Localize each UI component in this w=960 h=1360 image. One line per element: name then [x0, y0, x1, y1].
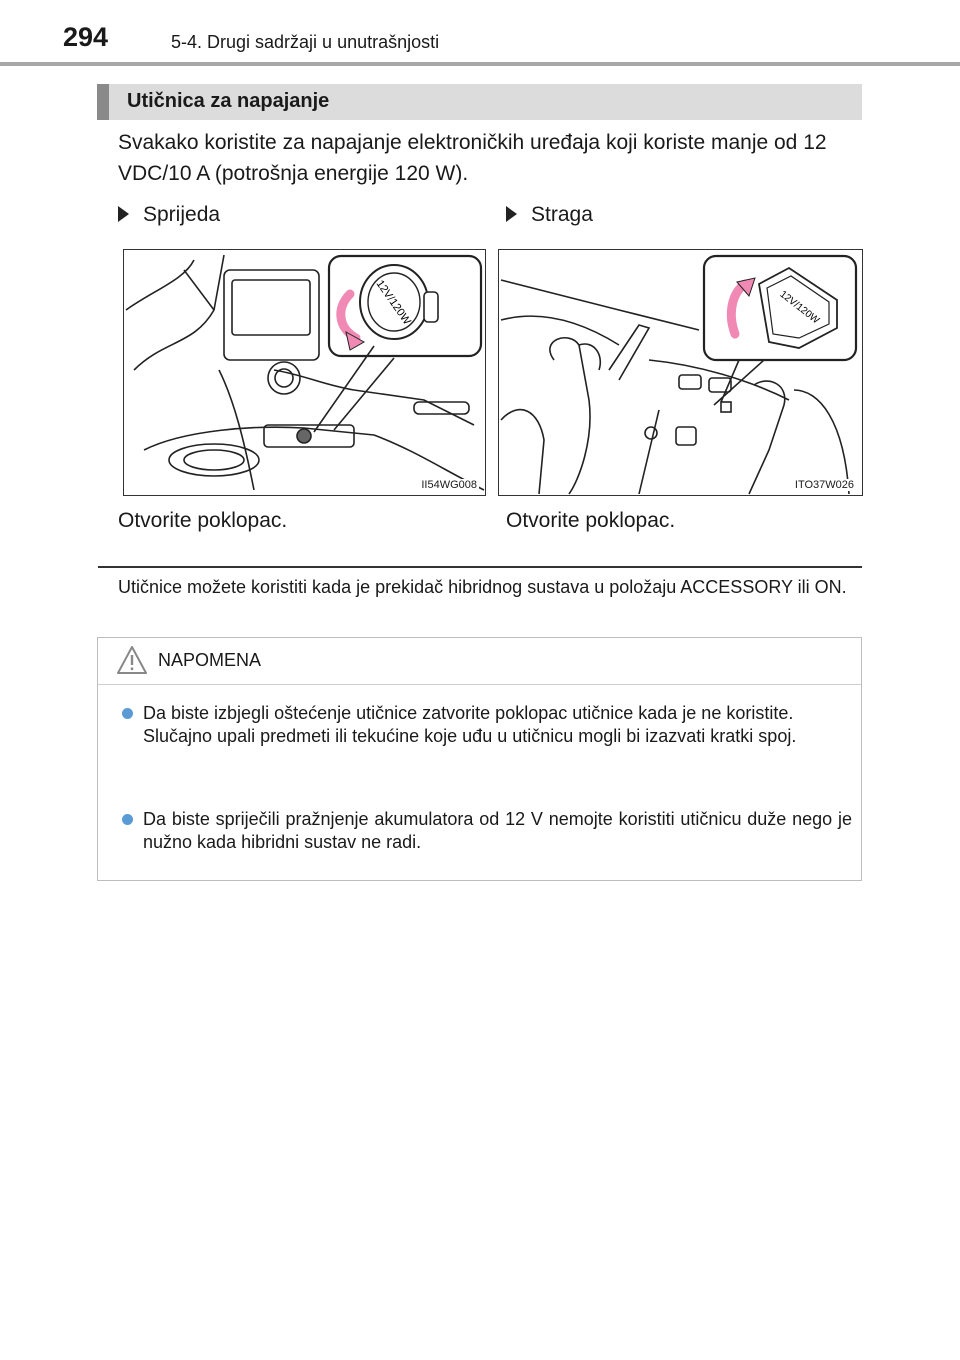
page-number: 294 [63, 22, 109, 52]
notice-item [122, 808, 852, 854]
triangle-bullet-icon [118, 206, 129, 222]
caption-front: Otvorite poklopac. [118, 509, 288, 532]
view-label-rear [506, 203, 593, 227]
view-label-front-text: Sprijeda [143, 203, 221, 226]
front-console-illustration [124, 250, 485, 495]
rear-socket-rating: 12V/120W [777, 288, 822, 327]
figure-rear-socket [498, 249, 863, 496]
notice-item-line: Slučajno upali predmeti ili tekućine koje uđu u utičnicu mogli bi izazvati kratki spoj. [143, 726, 797, 746]
rear-console-illustration [499, 250, 862, 495]
front-socket-rating: 12V/120W [373, 278, 413, 328]
notice-box [97, 637, 862, 881]
warning-triangle-icon [116, 645, 148, 675]
notice-header [98, 638, 861, 685]
view-label-front [118, 203, 220, 227]
intro-paragraph: Svakako koristite za napajanje elektroničkih uređaja koji koriste manje od 12 VDC/10 A (potrošnja energije 120 W). [118, 131, 827, 185]
bullet-dot-icon [122, 708, 133, 719]
figure-code-rear: ITO37W026 [794, 479, 854, 491]
section-heading-bar [97, 84, 862, 120]
section-divider [98, 566, 862, 568]
figure-front-socket [123, 249, 486, 496]
chapter-header: 5-4. Drugi sadržaji u unutrašnjosti [171, 32, 440, 52]
section-title: Utičnica za napajanje [127, 90, 330, 112]
header-rule [0, 62, 960, 66]
usage-note: Utičnice možete koristiti kada je prekidač hibridnog sustava u položaju ACCESSORY ili ON. [118, 577, 847, 597]
notice-item [122, 702, 852, 748]
bullet-dot-icon [122, 814, 133, 825]
view-label-rear-text: Straga [531, 203, 593, 226]
figure-code-front: II54WG008 [421, 479, 477, 491]
notice-item-line: Da biste izbjegli oštećenje utičnice zatvorite poklopac utičnice kada je ne koristite. [143, 703, 794, 723]
caption-rear: Otvorite poklopac. [506, 509, 676, 532]
notice-item-line: Da biste spriječili pražnjenje akumulatora od 12 V nemojte koristiti utičnicu duže nego je nužno kada hibridni sustav ne radi. [143, 809, 852, 852]
triangle-bullet-icon [506, 206, 517, 222]
notice-title: NAPOMENA [158, 650, 262, 670]
